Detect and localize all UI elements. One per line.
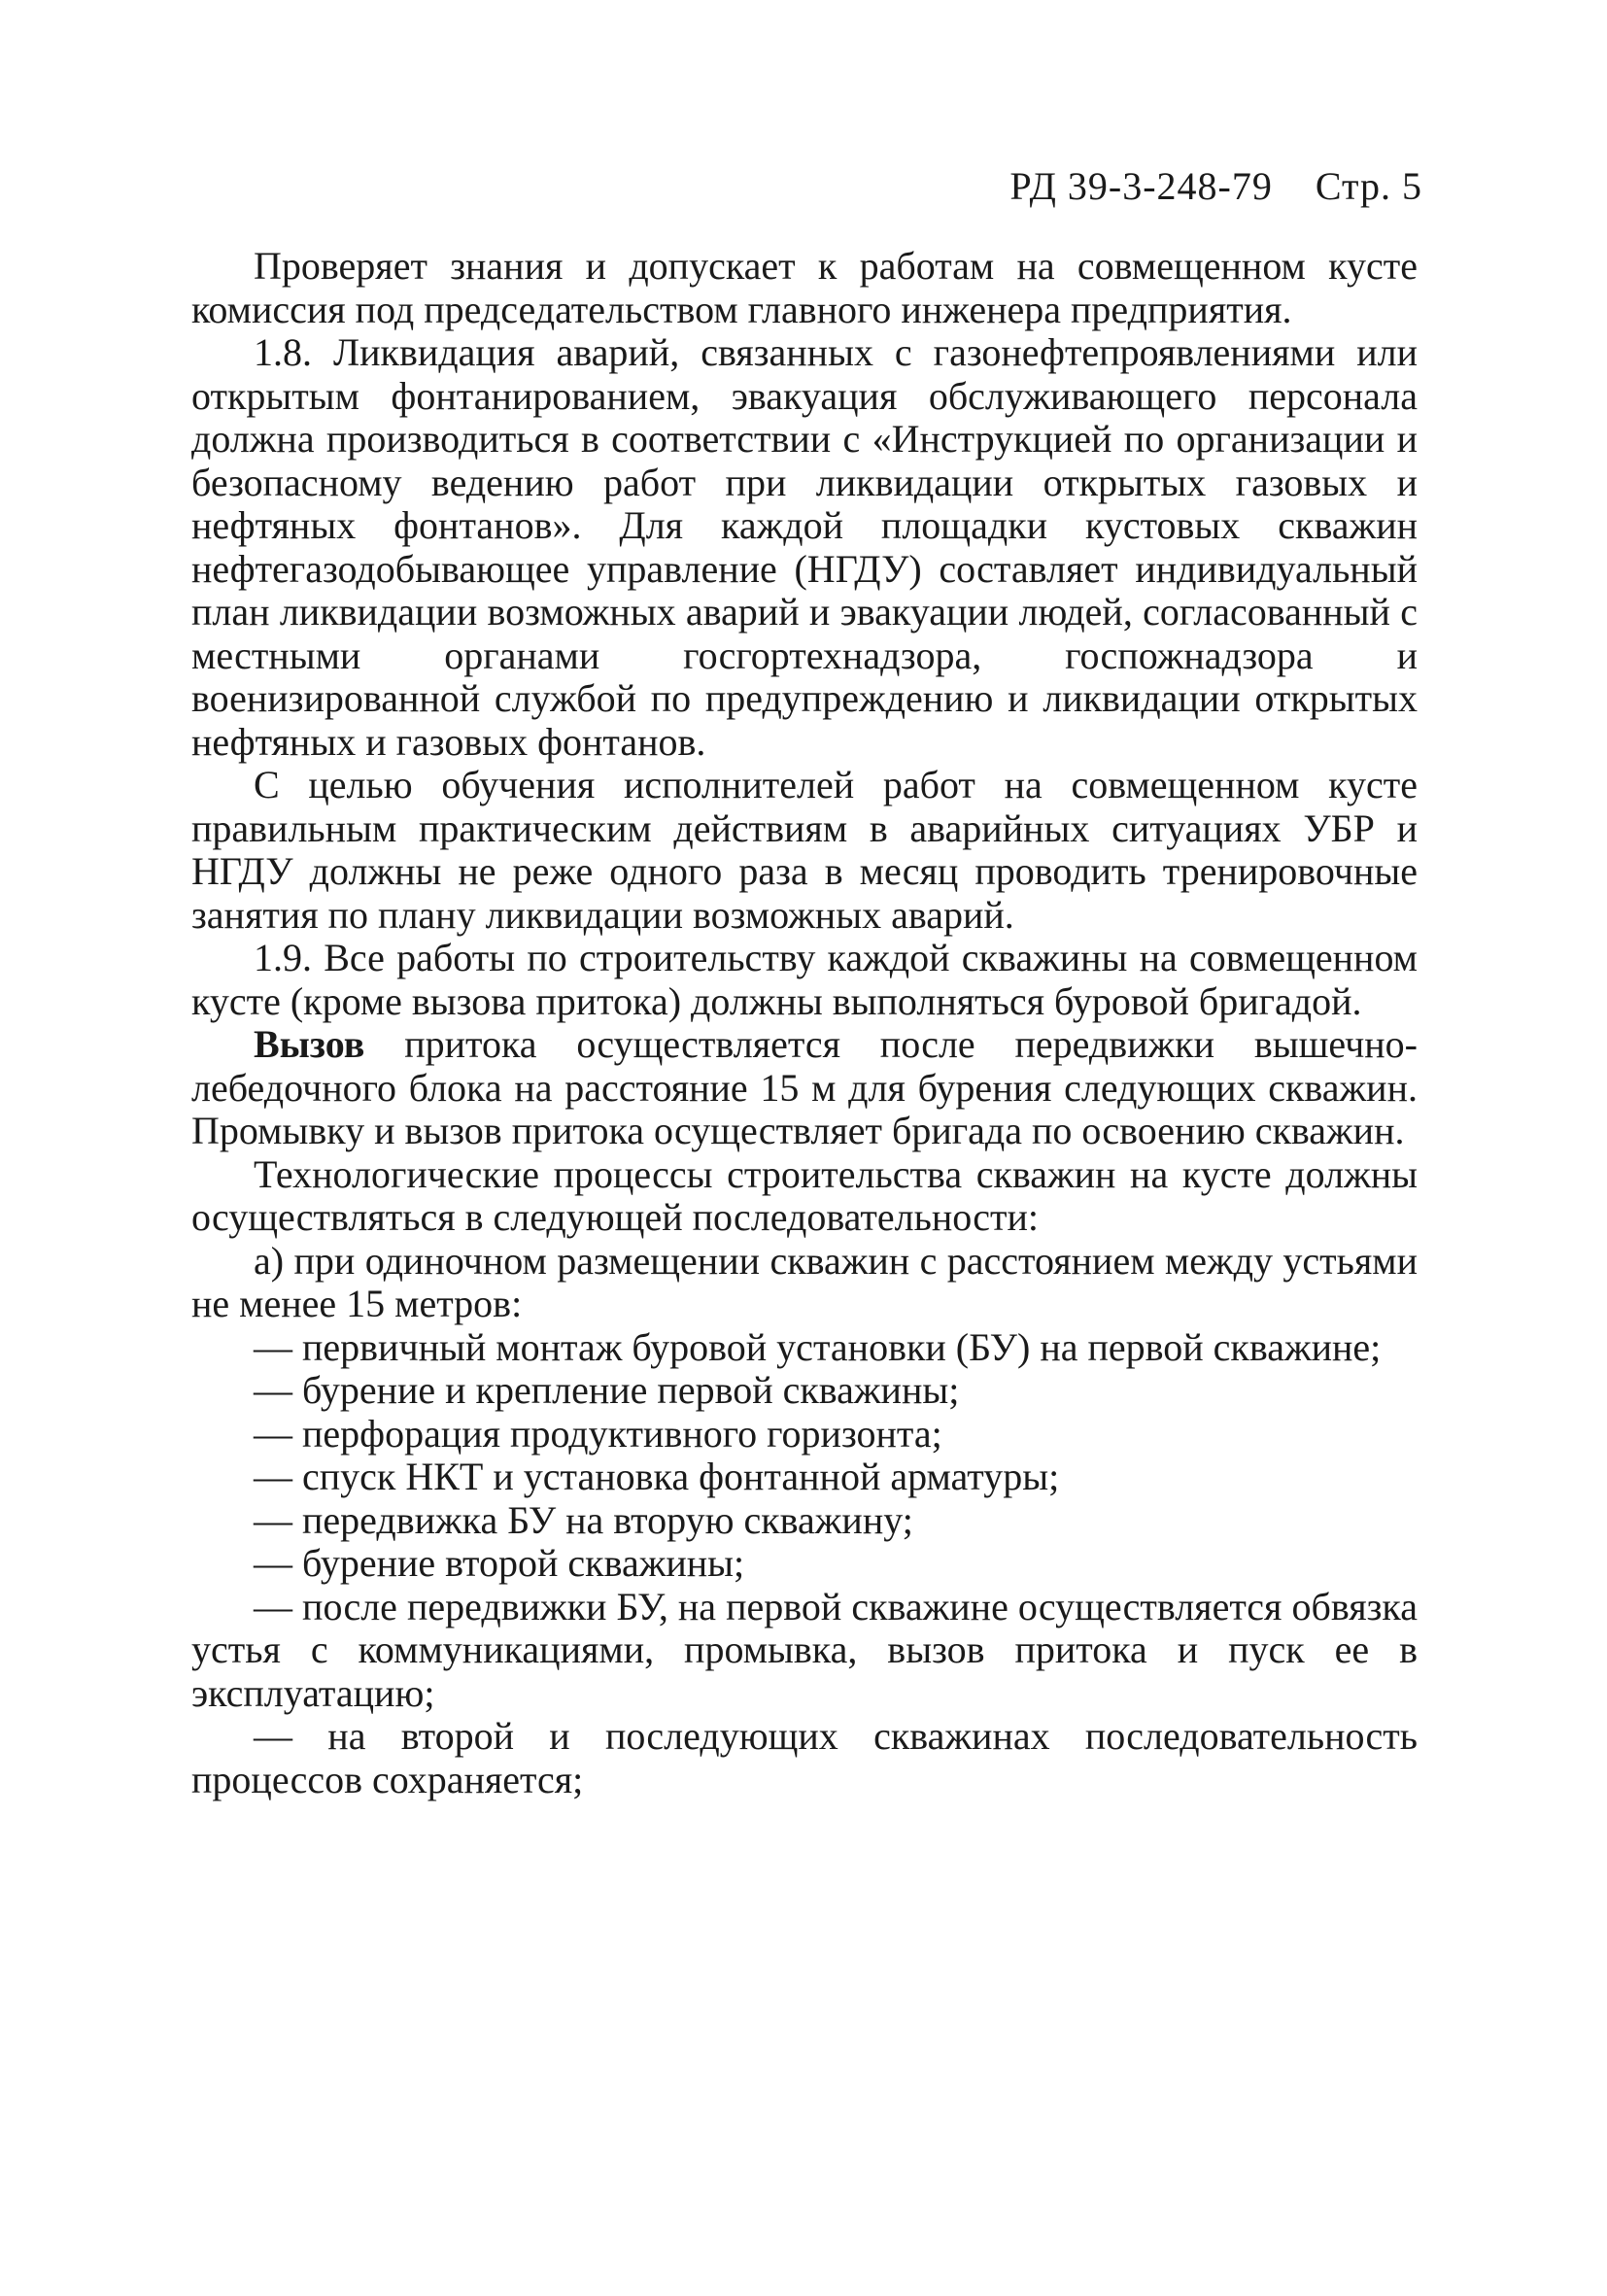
paragraph: С целью обучения исполнителей работ на совмещенном кусте правильным практическим действиям в аварийных ситуациях УБР и НГДУ должны не реже одного раза в месяц проводить тренировочные занятия по плану ликвидации возможных аварий.: [191, 763, 1418, 937]
list-item: — после передвижки БУ, на первой скважине осуществляется обвязка устья с коммуникациями, промывка, вызов притока и пуск ее в эксплуатацию;: [191, 1584, 1418, 1715]
list-item: — перфорация продуктивного горизонта;: [254, 1411, 942, 1456]
page-header: [1009, 163, 1422, 209]
list-item: — спуск НКТ и установка фонтанной арматуры;: [254, 1455, 1060, 1498]
list-item: — бурение и крепление первой скважины;: [254, 1368, 960, 1412]
page-number: Стр. 5: [1315, 164, 1422, 208]
document-body: [191, 245, 1418, 1801]
list-item: — первичный монтаж буровой установки (БУ) на первой скважине;: [254, 1324, 1382, 1369]
paragraph: Проверяет знания и допускает к работам на совмещенном кусте комиссия под председательством главного инженера предприятия.: [191, 244, 1418, 331]
paragraph: 1.8. Ликвидация аварий, связанных с газонефтепроявлениями или открытым фонтанированием, эвакуация обслуживающего персонала должна производиться в соответствии с «Инструкцией по организации и безопасному ведению работ при ликвидации открытых газовых и нефтяных фонтанов». Для каждой площадки кустовых скважин нефтегазодобывающее управление (НГДУ) составляет индивидуальный план ликвидации возможных аварий и эвакуации людей, согласованный с местными органами госгортехнадзора, госпожнадзора и военизированной службой по предупреждению и ликвидации открытых нефтяных и газовых фонтанов.: [191, 330, 1418, 764]
list-item: — на второй и последующих скважинах последовательность процессов сохраняется;: [191, 1714, 1418, 1801]
list-intro: а) при одиночном размещении скважин с расстоянием между устьями не менее 15 метров:: [191, 1238, 1418, 1325]
bold-lead-word: Вызов: [254, 1022, 365, 1066]
paragraph: Вызов притока осуществляется после передвижки вышечно-лебедочного блока на расстояние 15 м для бурения следующих скважин. Промывку и вызов притока осуществляет бригада по освоению скважин.: [191, 1022, 1418, 1152]
paragraph: Технологические процессы строительства скважин на кусте должны осуществляться в следующей последовательности:: [191, 1151, 1418, 1239]
list-item: — бурение второй скважины;: [254, 1541, 745, 1585]
list-item: — передвижка БУ на вторую скважину;: [254, 1497, 913, 1542]
document-code: РД 39-3-248-79: [1009, 164, 1273, 208]
paragraph: 1.9. Все работы по строительству каждой скважины на совмещенном кусте (кроме вызова притока) должны выполняться буровой бригадой.: [191, 936, 1418, 1023]
